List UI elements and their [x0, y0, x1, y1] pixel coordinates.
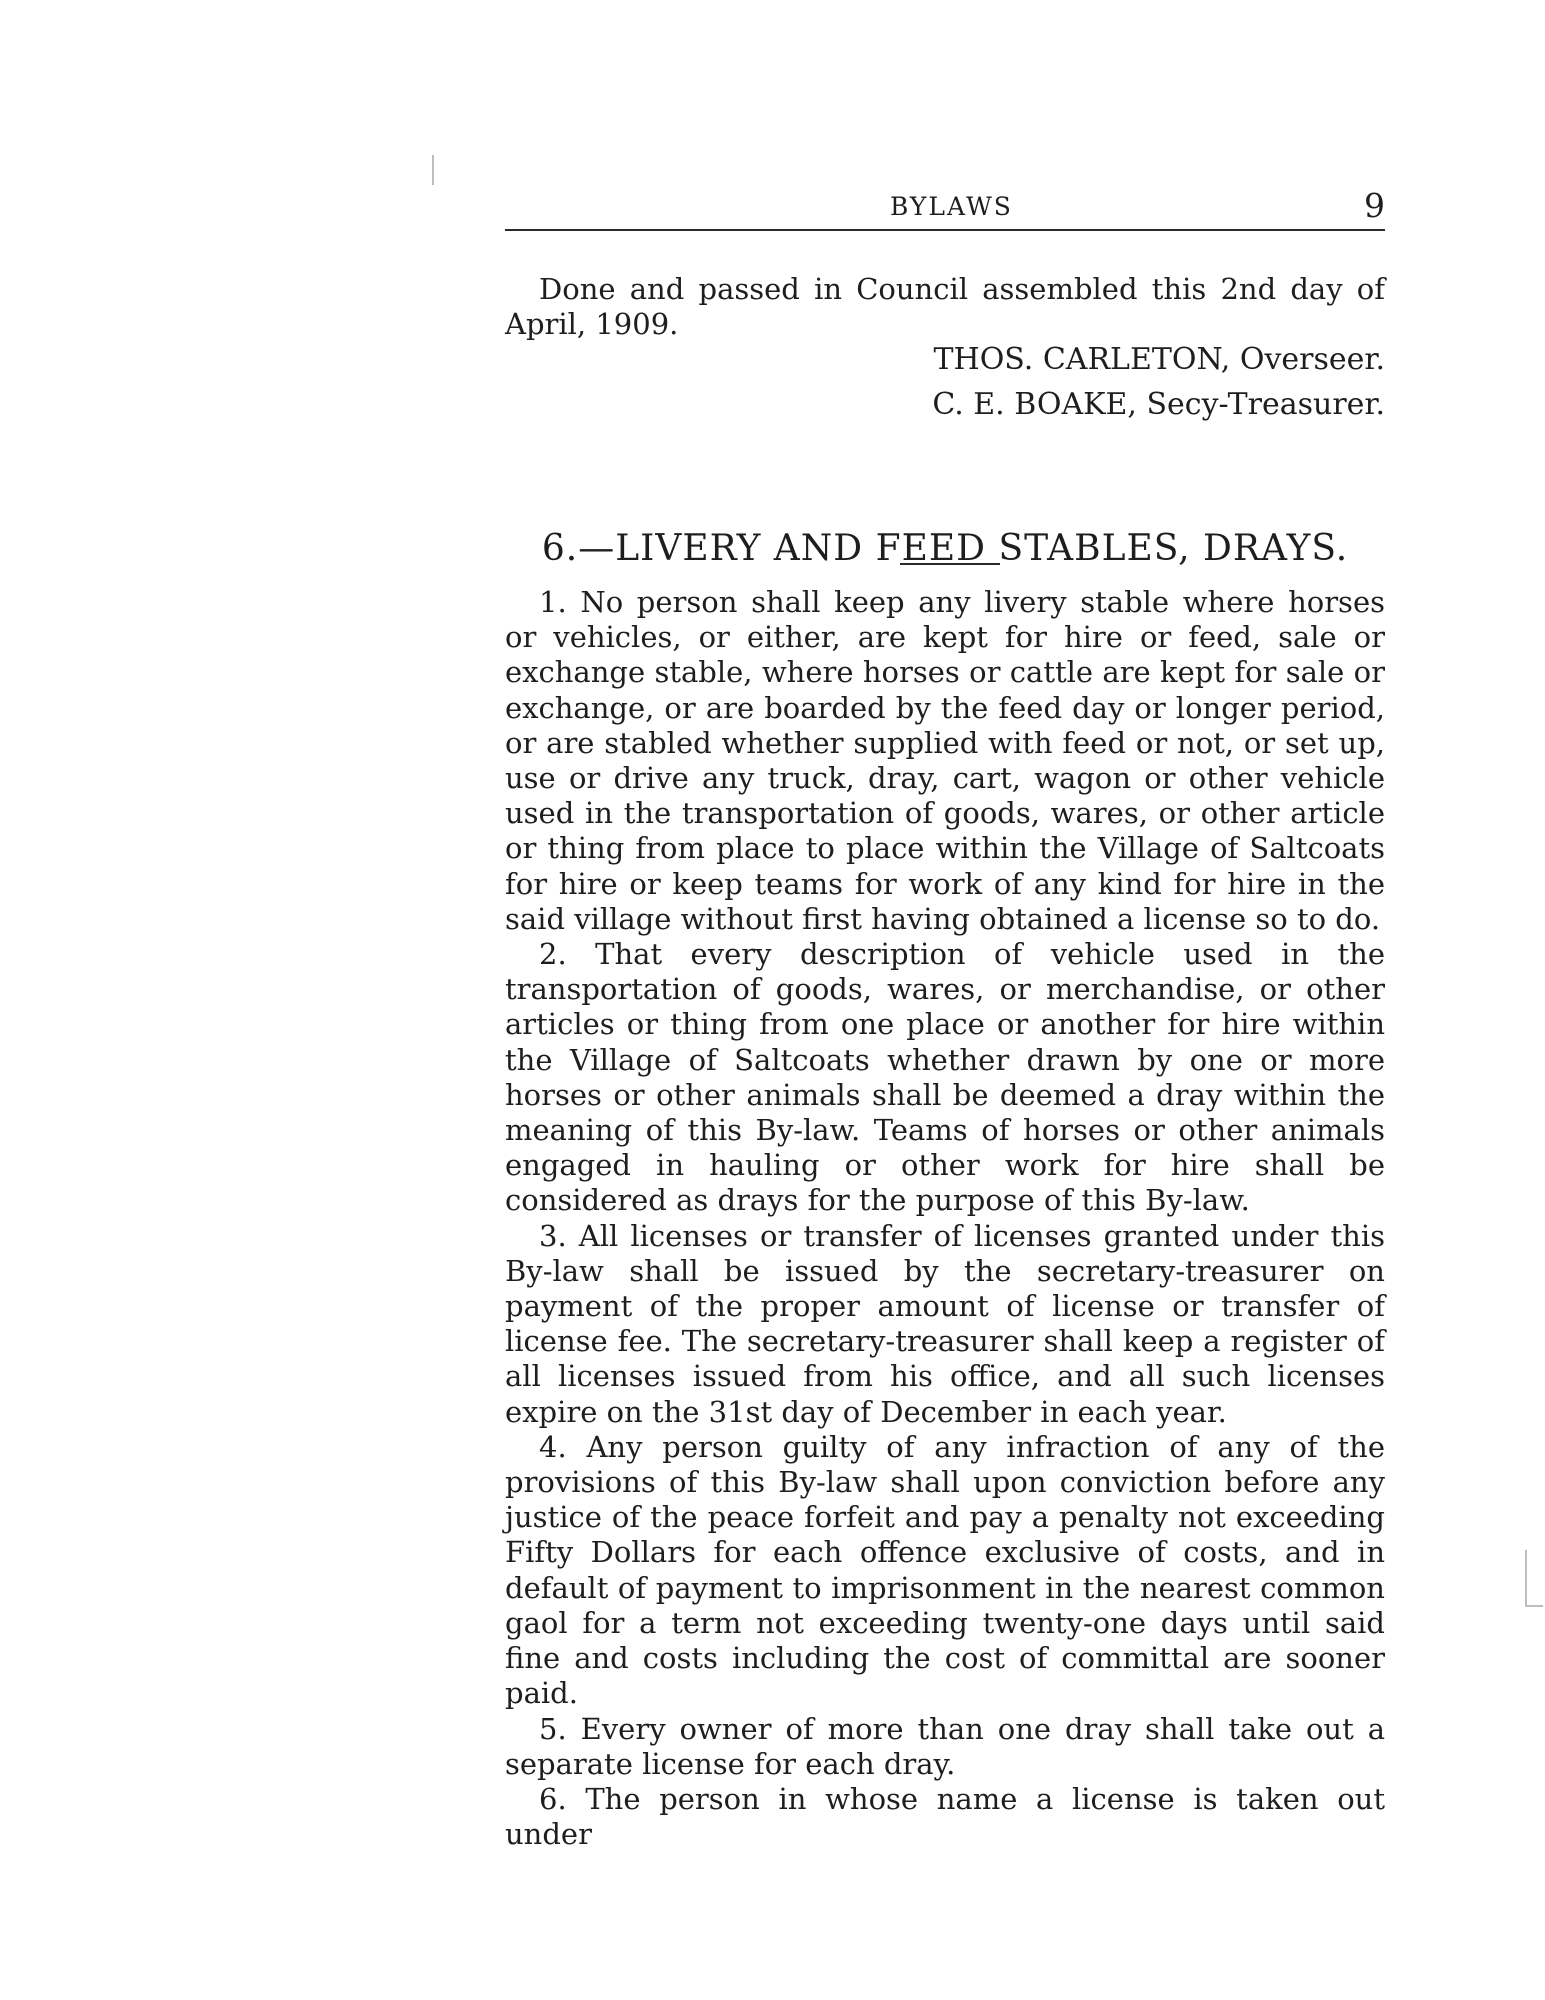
- scan-mark: [1525, 1605, 1543, 1607]
- section-body: [505, 585, 1385, 1852]
- paragraph-3: 3. All licenses or transfer of licenses granted under this By-law shall be issued by the secretary-treasurer on payment of the proper amount of license or transfer of license fee. The secretary-treasurer shall keep a register of all licenses issued from his office, and all such licenses expire on the 31st day of December in each year.: [505, 1218, 1385, 1429]
- paragraph-5: 5. Every owner of more than one dray shall take out a separate license for each dray.: [505, 1711, 1385, 1781]
- paragraph-1: 1. No person shall keep any livery stable where horses or vehicles, or either, are kept for hire or feed, sale or exchange stable, where horses or cattle are kept for sale or exchange, or are boarded by the feed day or longer period, or are stabled whether supplied with feed or not, or set up, use or drive any truck, dray, cart, wagon or other vehicle used in the transportation of goods, wares, or other article or thing from place to place within the Village of Saltcoats for hire or keep teams for work of any kind for hire in the said village without first having obtained a license so to do.: [505, 585, 1385, 936]
- signature-overseer: THOS. CARLETON, Overseer.: [933, 342, 1385, 377]
- running-title: BYLAWS: [890, 192, 1013, 221]
- scan-mark: [1525, 1550, 1527, 1605]
- page-number: 9: [1364, 186, 1385, 225]
- scan-mark: [432, 155, 434, 185]
- section-divider: [900, 563, 1000, 565]
- paragraph-2: 2. That every description of vehicle used in the transportation of goods, wares, or merchandise, or other articles or thing from one place or another for hire within the Village of Saltcoats whether drawn by one or more horses or other animals shall be deemed a dray within the meaning of this By-law. Teams of horses or other animals engaged in hauling or other work for hire shall be considered as drays for the purpose of this By-law.: [505, 937, 1385, 1218]
- signature-secretary-treasurer: C. E. BOAKE, Secy-Treasurer.: [932, 387, 1385, 422]
- section-heading: 6.—LIVERY AND FEED STABLES, DRAYS.: [541, 528, 1349, 569]
- header-rule: [505, 229, 1385, 231]
- running-header: [505, 186, 1385, 230]
- passed-in-council-text: Done and passed in Council assembled this 2nd day of April, 1909.: [505, 272, 1385, 342]
- paragraph-4: 4. Any person guilty of any infraction of any of the provisions of this By-law shall upon conviction before any justice of the peace forfeit and pay a penalty not exceeding Fifty Dollars for each offence exclusive of costs, and in default of payment to imprisonment in the nearest common gaol for a term not exceeding twenty-one days until said fine and costs including the cost of committal are sooner paid.: [505, 1429, 1385, 1711]
- paragraph-6: 6. The person in whose name a license is taken out under: [505, 1781, 1385, 1852]
